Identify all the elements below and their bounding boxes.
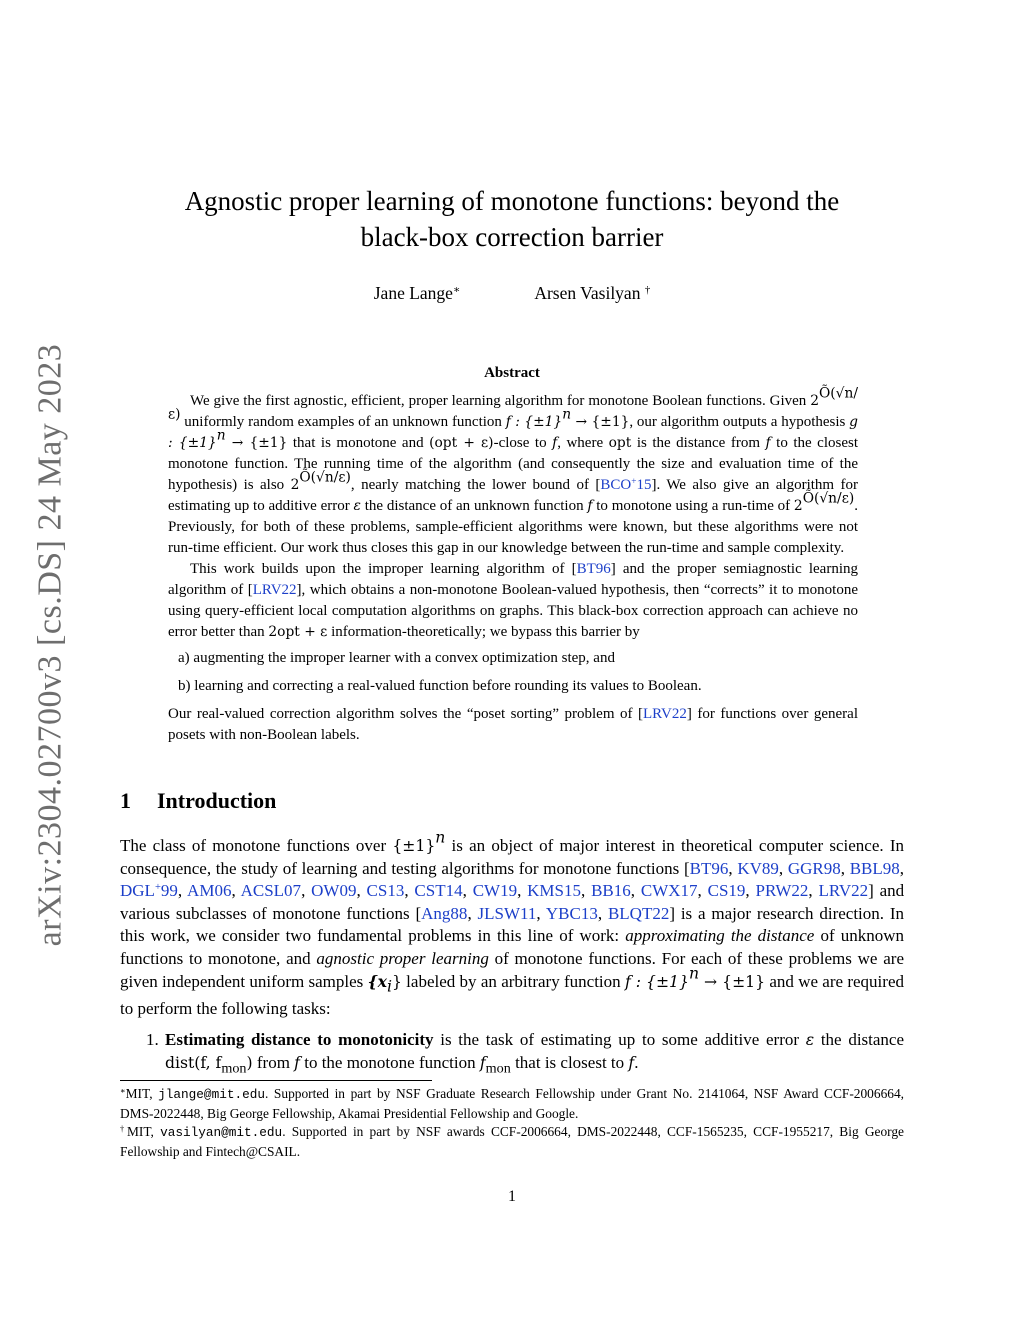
abstract-paragraph-3: Our real-valued correction algorithm solves the “poset sorting” problem of [LRV22] for functions over general posets with non-Boolean labels. xyxy=(168,706,858,743)
introduction-body xyxy=(120,827,905,1080)
footnote-marker: † xyxy=(644,284,651,297)
list-item: a) augmenting the improper learner with a convex optimization step, and xyxy=(178,650,615,666)
arxiv-sidebar xyxy=(20,345,80,945)
title-line-1: Agnostic proper learning of monotone functions: beyond the xyxy=(184,186,840,216)
citation-link[interactable]: BBL98 xyxy=(849,858,900,878)
citation-link[interactable]: DGL+99 xyxy=(120,881,178,901)
abstract-list xyxy=(168,648,858,697)
list-item: b) learning and correcting a real-valued function before rounding its values to Boolean. xyxy=(178,678,702,694)
author-jane-lange: Jane Lange∗ xyxy=(373,283,461,303)
abstract-paragraph-1: We give the first agnostic, efficient, proper learning algorithm for monotone Boolean functions. Given $2^{Õ(√n/\varepsilon)}$ uniformly random examples of an unknown function f : $\{\pm 1\}^n \to \{\pm 1\}$, our algorithm outputs a hypothesis g : $\{\pm 1\}^n \to \{\pm 1\}$ that is monotone and (opt + ε)-close to f, where opt is the distance from f to the closest monotone function. The running time of the algorithm (and consequently the size and evaluation time of the hypothesis) is also $2^{Õ(√n/\varepsilon)}$, nearly matching the lower bound of [BCO+15]. We also give an algorithm for estimating up to additive error ε the distance of an unknown function f to monotone using a run-time of $2^{Õ(√n/\varepsilon)}$. Previously, for both of these problems, sample-efficient algorithms were known, but these algorithms were not run-time efficient. Our work thus closes this gap in our knowledge between the run-time and sample complexity. xyxy=(168,385,859,556)
citation-link[interactable]: CS19 xyxy=(707,881,746,901)
citation-link[interactable]: OW09 xyxy=(311,881,357,901)
footnote-marker: ∗ xyxy=(452,284,461,297)
email-link[interactable]: vasilyan@mit.edu xyxy=(160,1125,283,1140)
citation-link[interactable]: LRV22 xyxy=(643,706,687,722)
footnote-1: ∗MIT, jlange@mit.edu. Supported in part by NSF Graduate Research Fellowship under Grant No. 2141064, NSF Award CCF-2006664, DMS-2022448, Big George Fellowship, Akamai Presidential Fellowship and Google. xyxy=(120,1086,905,1121)
citation-link[interactable]: PRW22 xyxy=(755,881,809,901)
citation-link[interactable]: BB16 xyxy=(591,881,631,901)
intro-paragraph-1: The class of monotone functions over $\{\pm 1\}^n$ is an object of major interest in theoretical computer science. In consequence, the study of learning and testing algorithms for monotone functions [BT96, KV89, GGR98, BBL98, DGL+99, AM06, ACSL07, OW09, CS13, CST14, CW19, KMS15, BB16, CWX17, CS19, PRW22, LRV22] and various subclasses of monotone functions [Ang88, JLSW11, YBC13, BLQT22] is a major research direction. In this work, we consider two fundamental problems in this line of work: approximating the distance of unknown functions to monotone, and agnostic proper learning of monotone functions. For each of these problems we are given independent uniform samples $\{x_i\}$ labeled by an arbitrary function f : $\{\pm 1\}^n \to \{\pm 1\}$ and we are required to perform the following tasks: xyxy=(120,827,905,1018)
citation-link[interactable]: YBC13 xyxy=(545,903,598,923)
citation-link[interactable]: BCO+15 xyxy=(600,476,652,493)
abstract-body xyxy=(168,385,859,746)
abstract-heading: Abstract xyxy=(484,365,540,381)
citation-link[interactable]: Ang88 xyxy=(421,903,468,923)
citation-link[interactable]: KV89 xyxy=(737,858,779,878)
paper-title xyxy=(120,183,904,255)
citation-link[interactable]: LRV22 xyxy=(252,582,297,598)
citation-link[interactable]: ACSL07 xyxy=(240,881,302,901)
citation-link[interactable]: BT96 xyxy=(576,561,611,577)
citation-link[interactable]: CST14 xyxy=(414,881,463,901)
citation-link[interactable]: BLQT22 xyxy=(607,903,670,923)
footnote-divider xyxy=(120,1080,432,1081)
citation-link[interactable]: BT96 xyxy=(689,858,729,878)
abstract-paragraph-2: This work builds upon the improper learning algorithm of [BT96] and the proper semiagnostic learning algorithm of [LRV22], which obtains a non-monotone Boolean-valued hypothesis, then “corrects” it to monotone using query-efficient local computation algorithms on graphs. This black-box correction approach can achieve no error better than 2opt + ε information-theoretically; we bypass this barrier by xyxy=(168,561,858,640)
citation-link[interactable]: CWX17 xyxy=(640,881,698,901)
page-number: 1 xyxy=(508,1188,516,1205)
author-list xyxy=(120,283,904,304)
footnotes xyxy=(120,1085,904,1161)
footnote-2: †MIT, vasilyan@mit.edu. Supported in part by NSF awards CCF-2006664, DMS-2022448, CCF-1565235, CCF-1955217, Big George Fellowship and Fintech@CSAIL. xyxy=(120,1124,904,1159)
citation-link[interactable]: CW19 xyxy=(472,881,518,901)
task-list xyxy=(120,1029,904,1080)
citation-link[interactable]: LRV22 xyxy=(818,881,869,901)
citation-link[interactable]: AM06 xyxy=(187,881,232,901)
section-heading-introduction: 1 Introduction xyxy=(120,788,277,813)
list-item: 1. Estimating distance to monotonicity is the task of estimating up to some additive error ε the distance dist(f, $f_{mon}$) from f to the monotone function $f_{mon}$ that is closest to f. xyxy=(146,1030,905,1077)
citation-link[interactable]: CS13 xyxy=(366,881,405,901)
email-link[interactable]: jlange@mit.edu xyxy=(158,1087,265,1102)
citation-link[interactable]: JLSW11 xyxy=(477,903,537,923)
author-arsen-vasilyan: Arsen Vasilyan † xyxy=(534,283,651,303)
title-line-2: black-box correction barrier xyxy=(360,222,664,252)
citation-link[interactable]: GGR98 xyxy=(787,858,841,878)
arxiv-identifier: arXiv:2304.02700v3 [cs.DS] 24 May 2023 xyxy=(31,343,68,947)
citation-link[interactable]: KMS15 xyxy=(527,881,582,901)
